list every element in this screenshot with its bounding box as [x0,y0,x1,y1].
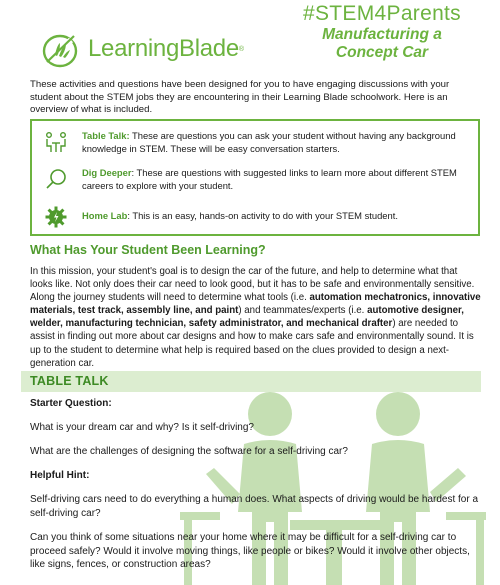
overview-text-home-lab [82,210,467,223]
title-line-2: Concept Car [335,44,429,61]
overview-item-dig-deeper [44,167,467,192]
table-talk-band [21,371,481,392]
blade-logo-icon [38,27,86,71]
overview-desc-table-talk: These are questions you can ask your student without having any background knowledge in STEM. These will be easy conversation starters. [82,130,456,154]
learning-paragraph [30,265,482,370]
overview-label-home-lab: Home Lab [82,210,128,221]
hint-heading: Helpful Hint: [30,470,90,481]
magnifier-icon [44,167,68,191]
starter-question-2: What are the challenges of designing the software for a self-driving car? [30,446,348,457]
learning-text-1: In this mission, your student's goal is to design the car of the future, and help to determine what that looks like. Not only does their car need to look good, but it has to be safe and environmentally sensitive. Along the journey students will need to determine what tools (i.e. [30,266,475,304]
overview-item-home-lab [44,205,467,229]
hint-text: Self-driving cars need to do everything a human does. What aspects of driving would be hardest for a self-driving car? [30,494,479,519]
learning-blade-logo [38,24,244,74]
table-talk-icon [44,130,68,154]
registered-mark: ® [238,45,245,53]
gear-icon [44,205,68,229]
logo-wordmark: LearningBlade [88,35,239,62]
title-block [282,2,482,62]
overview-label-table-talk: Table Talk: [82,130,130,141]
overview-box [30,119,480,236]
learning-tools: automation mechatronics, innovative materials, test track, assembly line, and paint [30,292,481,317]
intro-text: These activities and questions have been designed for you to have engaging discussions with your student about the STEM jobs they are encountering in their Learning Blade schoolwork. Here is an overview of what is included. [30,79,450,115]
starter-question-1: What is your dream car and why? Is it self-driving? [30,422,254,433]
table-talk-title: TABLE TALK [30,374,109,388]
overview-desc-dig-deeper: : These are questions with suggested links to learn more about different STEM careers to explore with your student. [82,167,457,191]
situation-question: Can you think of some situations near your home where it may be difficult for a self-driving car to proceed safely? Would it involve moving things, like people or bikes? Would it involve other objects, like signs, fences, or construction areas? [30,532,470,570]
overview-item-table-talk [44,130,467,155]
learning-heading: What Has Your Student Been Learning? [30,243,266,257]
overview-desc-home-lab: : This is an easy, hands-on activity to do with your STEM student. [127,210,398,221]
learning-experts: automotive designer, welder, manufacturing technician, safety administrator, and mechanical drafter [30,305,464,330]
starter-heading: Starter Question: [30,398,112,409]
title-line-1: Manufacturing a [322,26,442,43]
overview-text-table-talk [82,130,467,155]
hashtag: #STEM4Parents [303,2,461,25]
overview-text-dig-deeper [82,167,467,192]
learning-text-3: ) are needed to assist in finding out more about car designs and how to make cars safe and environmentally sound. It is up to the student to determine what help is required based on the clues provided to design a next-generation car. [30,318,474,369]
overview-label-dig-deeper: Dig Deeper [82,167,132,178]
learning-text-2: ) and teammates/experts (i.e. [238,305,368,317]
